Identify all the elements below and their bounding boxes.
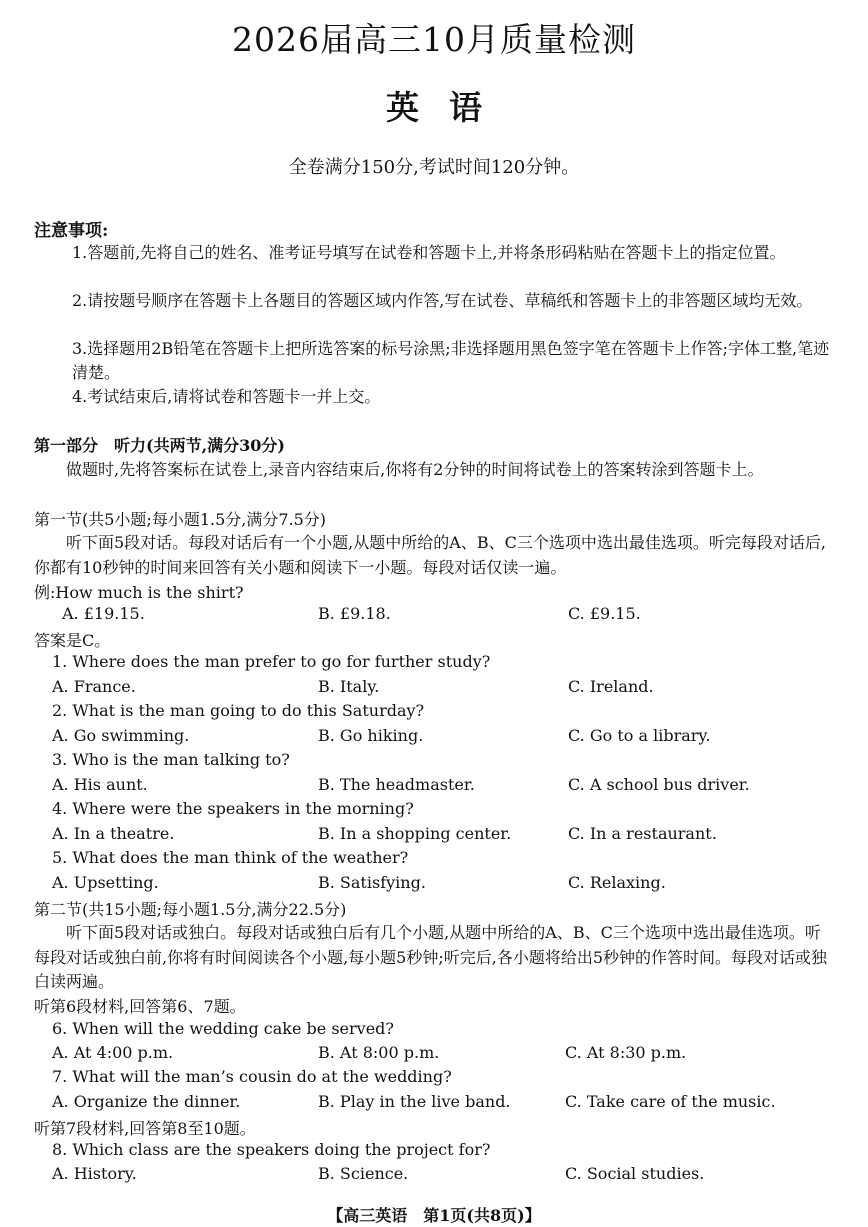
note-item: 2.请按题号顺序在答题卡上各题目的答题区域内作答,写在试卷、草稿纸和答题卡上的非答题区域均无效。 [72,291,813,310]
example-option-a: A. £19.15. [62,604,145,623]
material-6-label: 听第6段材料,回答第6、7题。 [34,997,246,1016]
question-4: 4. Where were the speakers in the morning? [52,799,414,818]
subject-title: 英语 [386,88,512,127]
q2-option-a: A. Go swimming. [52,726,190,745]
section1-instructions: 听下面5段对话。每段对话后有一个小题,从题中所给的A、B、C三个选项中选出最佳选项。听完每段对话后,你都有10秒钟的时间来回答有关小题和阅读下一小题。每段对话仅读一遍。 [34,533,826,577]
section1-heading: 第一节(共5小题;每小题1.5分,满分7.5分) [34,510,327,529]
q8-option-c: C. Social studies. [565,1164,705,1183]
q7-option-a: A. Organize the dinner. [52,1092,241,1111]
q5-option-a: A. Upsetting. [52,873,159,892]
note-item: 4.考试结束后,请将试卷和答题卡一并上交。 [72,387,381,406]
note-item: 3.选择题用2B铅笔在答题卡上把所选答案的标号涂黑;非选择题用黑色签字笔在答题卡上作答;字体工整,笔迹清楚。 [72,339,830,382]
q4-option-a: A. In a theatre. [52,824,175,843]
example-question: 例:How much is the shirt? [34,583,244,602]
q5-option-c: C. Relaxing. [568,873,666,892]
material-7-label: 听第7段材料,回答第8至10题。 [34,1119,256,1138]
q6-option-c: C. At 8:30 p.m. [565,1043,687,1062]
notes-heading: 注意事项: [34,221,109,241]
q3-option-a: A. His aunt. [52,775,148,794]
page-footer: 【高三英语 第1页(共8页)】 [327,1206,541,1225]
q1-option-a: A. France. [52,677,136,696]
example-answer: 答案是C。 [34,631,111,650]
part1-heading: 第一部分 听力(共两节,满分30分) [34,436,285,455]
q1-option-c: C. Ireland. [568,677,654,696]
q6-option-a: A. At 4:00 p.m. [52,1043,174,1062]
q8-option-a: A. History. [52,1164,137,1183]
q4-option-c: C. In a restaurant. [568,824,717,843]
question-6: 6. When will the wedding cake be served? [52,1019,394,1038]
q7-option-c: C. Take care of the music. [565,1092,776,1111]
q2-option-b: B. Go hiking. [318,726,424,745]
q1-option-b: B. Italy. [318,677,380,696]
question-2: 2. What is the man going to do this Saturday? [52,701,425,720]
example-option-c: C. £9.15. [568,604,641,623]
q5-option-b: B. Satisfying. [318,873,426,892]
note-item: 1.答题前,先将自己的姓名、准考证号填写在试卷和答题卡上,并将条形码粘贴在答题卡上的指定位置。 [72,243,786,262]
q4-option-b: B. In a shopping center. [318,824,512,843]
exam-title: 2026届高三10月质量检测 [232,20,636,59]
exam-meta: 全卷满分150分,考试时间120分钟。 [288,157,580,178]
question-8: 8. Which class are the speakers doing the project for? [52,1140,491,1159]
question-1: 1. Where does the man prefer to go for further study? [52,652,491,671]
q3-option-b: B. The headmaster. [318,775,475,794]
q3-option-c: C. A school bus driver. [568,775,750,794]
q8-option-b: B. Science. [318,1164,409,1183]
q7-option-b: B. Play in the live band. [318,1092,511,1111]
q2-option-c: C. Go to a library. [568,726,711,745]
section2-heading: 第二节(共15小题;每小题1.5分,满分22.5分) [34,900,347,919]
question-7: 7. What will the man’s cousin do at the wedding? [52,1067,452,1086]
question-3: 3. Who is the man talking to? [52,750,290,769]
q6-option-b: B. At 8:00 p.m. [318,1043,440,1062]
question-5: 5. What does the man think of the weather? [52,848,409,867]
example-option-b: B. £9.18. [318,604,391,623]
section2-instructions: 听下面5段对话或独白。每段对话或独白后有几个小题,从题中所给的A、B、C三个选项中选出最佳选项。听每段对话或独白前,你将有时间阅读各个小题,每小题5秒钟;听完后,各小题将给出5秒钟的作答时间。每段对话或独白读两遍。 [34,923,828,991]
part1-intro: 做题时,先将答案标在试卷上,录音内容结束后,你将有2分钟的时间将试卷上的答案转涂到答题卡上。 [66,460,764,479]
